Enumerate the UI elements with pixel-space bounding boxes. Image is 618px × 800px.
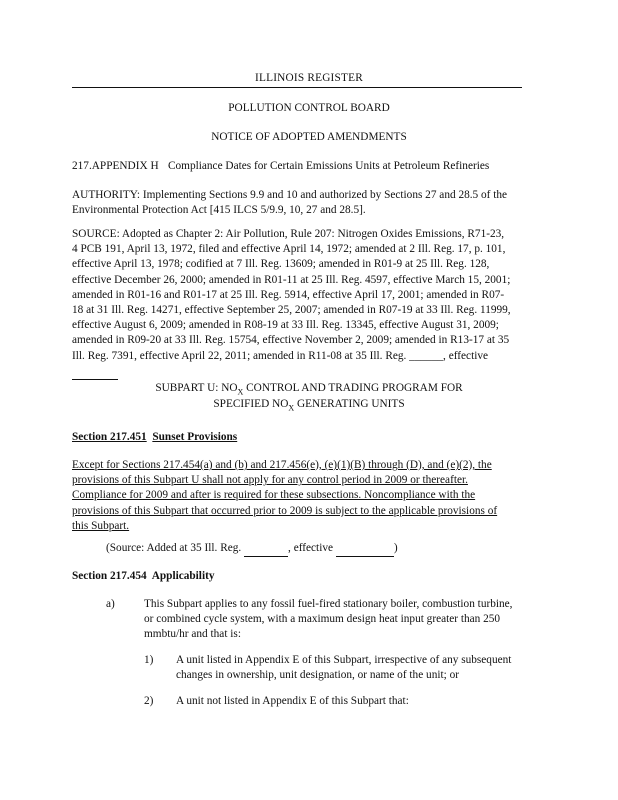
source-line: Ill. Reg. 7391, effective April 22, 2011; amended in R11-08 at 35 Ill. Reg. ______, effective <box>72 349 489 362</box>
item-label: a) <box>106 598 115 610</box>
item-text: A unit not listed in Appendix E of this Subpart that: <box>176 695 409 707</box>
body-line: provisions of this Subpart that occurred prior to 2009 is subject to the applicable provisions of <box>72 504 498 517</box>
section-454-number: Section 217.454 <box>72 570 147 582</box>
register-header: ILLINOIS REGISTER <box>255 72 363 84</box>
section-451-body <box>72 458 546 534</box>
authority-paragraph: AUTHORITY: Implementing Sections 9.9 and 10 and authorized by Sections 27 and 28.5 of the Environmental Protection Act [415 ILCS 5/9.9, 10, 27 and 28.5]. <box>72 189 508 217</box>
subpart-heading-line-1: SUBPART U: $NO_X$ CONTROL AND TRADING PROGRAM FOR <box>155 382 463 397</box>
source-line: SOURCE: Adopted as Chapter 2: Air Pollution, Rule 207: Nitrogen Oxides Emissions, R71-23, <box>72 228 505 240</box>
subpart-heading-line-2: SPECIFIED $NO_X$ GENERATING UNITS <box>213 398 405 413</box>
rule-title: Compliance Dates for Certain Emissions Units at Petroleum Refineries <box>168 160 490 172</box>
section-454-title: Applicability <box>151 570 215 582</box>
source-line: effective August 6, 2009; amended in R08-19 at 33 Ill. Reg. 13345, effective August 31, 2009; <box>72 319 499 332</box>
rule-heading <box>72 159 546 174</box>
body-line: Compliance for 2009 and after is required for these subsections. Noncompliance with the <box>72 489 476 502</box>
source-line: amended in R09-20 at 33 Ill. Reg. 15754, effective November 2, 2009; amended in R13-17 at 35 <box>72 334 510 347</box>
section-454-heading <box>72 569 546 584</box>
section-451-source-note: (Source: Added at 35 Ill. Reg. , effective ) <box>106 541 398 557</box>
source-line: amended in R01-16 and R01-17 at 25 Ill. Reg. 5914, effective April 17, 2001; amended in R07- <box>72 288 505 301</box>
notice-title: NOTICE OF ADOPTED AMENDMENTS <box>211 131 407 143</box>
source-line: effective April 13, 1978; codified at 7 Ill. Reg. 13609; amended in R01-9 at 25 Ill. Reg. 128, <box>72 258 490 271</box>
rule-number: 217.APPENDIX H <box>72 160 159 172</box>
body-line: provisions of this Subpart U shall not apply for any control period in 2009 or thereafter. <box>72 474 468 487</box>
section-451-heading <box>72 430 546 445</box>
board-title: POLLUTION CONTROL BOARD <box>228 102 390 114</box>
source-paragraph <box>72 227 546 380</box>
source-line: 18 at 31 Ill. Reg. 14271, effective September 25, 2007; amended in R07-19 at 33 Ill. Reg. 11999, <box>72 304 511 317</box>
header-rule <box>72 87 522 88</box>
section-451-number: Section 217.451 <box>72 431 147 443</box>
source-line: effective December 26, 2000; amended in R01-11 at 25 Ill. Reg. 4597, effective March 15, 2001; <box>72 273 511 286</box>
source-line-blank <box>72 364 546 380</box>
item-text: This Subpart applies to any fossil fuel-fired stationary boiler, combustion turbine, or combined cycle system, with a maximum design heat input greater than 250 mmbtu/hr and that is: <box>144 598 513 641</box>
body-line: this Subpart. <box>72 519 130 532</box>
item-label: 2) <box>144 695 154 707</box>
body-line: Except for Sections 217.454(a) and (b) and 217.456(e), (e)(1)(B) through (D), and (e)(2), the <box>72 459 492 471</box>
section-451-title: Sunset Provisions <box>152 431 238 443</box>
source-line: 4 PCB 191, April 13, 1972, filed and effective April 14, 1972; amended at 2 Ill. Reg. 17, p. 101, <box>72 243 506 256</box>
item-label: 1) <box>144 654 154 666</box>
item-text: A unit listed in Appendix E of this Subpart, irrespective of any subsequent changes in ownership, unit designation, or name of the unit; or <box>176 654 512 682</box>
